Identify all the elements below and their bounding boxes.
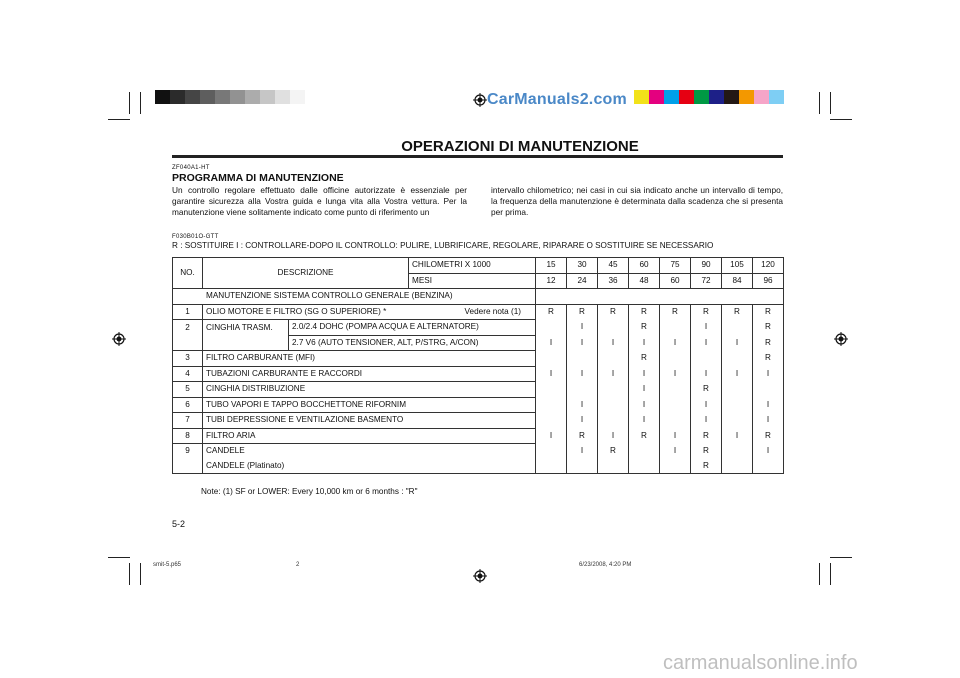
site-watermark: carmanualsonline.info (663, 652, 858, 674)
row-number: 4 (173, 366, 203, 382)
color-swatch (769, 90, 784, 104)
interval-cell (536, 382, 567, 398)
interval-cell: I (660, 444, 691, 459)
legend-code: F030B01O-GTT (172, 234, 219, 240)
row-description (203, 459, 536, 474)
interval-cell: I (567, 366, 598, 382)
crop-mark (830, 119, 852, 120)
interval-cell: R (629, 428, 660, 444)
interval-cell: I (753, 444, 784, 459)
table-row (173, 444, 784, 459)
row-description-text: TUBI DEPRESSIONE E VENTILAZIONE BASMENTO (206, 415, 404, 425)
row-description (203, 366, 536, 382)
months-value: 12 (536, 273, 567, 289)
interval-cell (598, 459, 629, 474)
row-number (173, 335, 203, 351)
row-number: 3 (173, 351, 203, 367)
interval-cell (722, 320, 753, 336)
months-value: 72 (691, 273, 722, 289)
page-title: OPERAZIONI DI MANUTENZIONE (401, 138, 639, 155)
crop-mark (830, 557, 852, 558)
footer-date: 6/23/2008, 4:20 PM (579, 562, 632, 568)
gray-swatch (230, 90, 245, 104)
row-description (203, 304, 536, 320)
interval-cell: R (567, 428, 598, 444)
gray-swatch (245, 90, 260, 104)
km-value: 15 (536, 258, 567, 274)
row-description (203, 382, 536, 398)
table-row (173, 366, 784, 382)
interval-cell: R (753, 428, 784, 444)
crop-mark (108, 119, 130, 120)
months-value: 36 (598, 273, 629, 289)
interval-cell: R (753, 335, 784, 351)
interval-cell: I (598, 335, 629, 351)
color-swatch (649, 90, 664, 104)
months-value: 48 (629, 273, 660, 289)
table-row (173, 351, 784, 367)
row-number: 1 (173, 304, 203, 320)
interval-cell: I (629, 397, 660, 413)
months-value: 24 (567, 273, 598, 289)
registration-mark-icon (473, 93, 487, 107)
legend-text: R : SOSTITUIRE I : CONTROLLARE-DOPO IL CONTROLLO: PULIRE, LUBRIFICARE, REGOLARE, RIPARARE O SOSTITUIRE SE NECESSARIO (172, 241, 714, 250)
crop-mark (129, 92, 130, 114)
row-number: 5 (173, 382, 203, 398)
row-subdescription: 2.7 V6 (AUTO TENSIONER, ALT, P/STRG, A/CON) (289, 335, 536, 351)
km-value: 75 (660, 258, 691, 274)
interval-cell (660, 397, 691, 413)
interval-cell: R (629, 351, 660, 367)
interval-cell (722, 397, 753, 413)
color-swatch (664, 90, 679, 104)
km-value: 90 (691, 258, 722, 274)
interval-cell: I (691, 335, 722, 351)
interval-cell (598, 397, 629, 413)
intro-paragraph-left: Un controllo regolare effettuato dalle officine autorizzate è essenziale per garantire sicurezza alla Vostra guida e lunga vita alla Vostra vettura. Per la manutenzione viene solitamente indicato come punto di riferimento un (172, 185, 467, 217)
row-subdescription: 2.0/2.4 DOHC (POMPA ACQUA E ALTERNATORE) (289, 320, 536, 336)
interval-cell (598, 351, 629, 367)
interval-cell: R (753, 351, 784, 367)
watermark: CarManuals2.com (487, 91, 627, 108)
interval-cell (536, 320, 567, 336)
interval-cell (536, 351, 567, 367)
row-description-text: CINGHIA DISTRIBUZIONE (206, 384, 306, 394)
interval-cell: I (691, 413, 722, 429)
row-description (203, 413, 536, 429)
color-swatch (679, 90, 694, 104)
interval-cell: I (567, 320, 598, 336)
gray-swatch (275, 90, 290, 104)
gray-swatch (260, 90, 275, 104)
interval-cell: I (629, 335, 660, 351)
row-number: 9 (173, 444, 203, 459)
color-swatch (694, 90, 709, 104)
row-description-text: CANDELE (Platinato) (206, 460, 285, 470)
crop-mark (108, 557, 130, 558)
months-value: 84 (722, 273, 753, 289)
km-value: 30 (567, 258, 598, 274)
interval-cell: R (691, 382, 722, 398)
interval-cell: R (598, 444, 629, 459)
months-label: MESI (409, 273, 536, 289)
crop-mark (830, 92, 831, 114)
section-heading: PROGRAMMA DI MANUTENZIONE (172, 172, 344, 184)
interval-cell: I (536, 366, 567, 382)
interval-cell (691, 351, 722, 367)
km-value: 120 (753, 258, 784, 274)
row-description (203, 351, 536, 367)
row-description (203, 397, 536, 413)
interval-cell (598, 413, 629, 429)
row-description-text: CANDELE (206, 446, 245, 456)
interval-cell: I (567, 335, 598, 351)
section-row-blank (536, 289, 784, 305)
color-swatch (724, 90, 739, 104)
section-row-label: MANUTENZIONE SISTEMA CONTROLLO GENERALE (BENZINA) (173, 289, 536, 305)
km-value: 60 (629, 258, 660, 274)
row-description-text: TUBAZIONI CARBURANTE E RACCORDI (206, 368, 363, 378)
row-description-text: OLIO MOTORE E FILTRO (SG O SUPERIORE) * (206, 306, 387, 316)
row-description-text: FILTRO ARIA (206, 430, 256, 440)
gray-swatch (215, 90, 230, 104)
gray-swatch (290, 90, 305, 104)
row-description (203, 335, 289, 351)
interval-cell: R (536, 304, 567, 320)
interval-cell (536, 459, 567, 474)
row-description (203, 444, 536, 459)
interval-cell (629, 459, 660, 474)
crop-mark (830, 563, 831, 585)
interval-cell (722, 459, 753, 474)
gray-swatch (185, 90, 200, 104)
interval-cell (753, 382, 784, 398)
title-rule (172, 155, 783, 158)
interval-cell: R (567, 304, 598, 320)
footnote: Note: (1) SF or LOWER: Every 10,000 km or 6 months : "R" (201, 487, 418, 496)
intro-paragraph-right: intervallo chilometrico; nei casi in cui sia indicato anche un intervallo di tempo, la frequenza della manutenzione è determinata dalla scadenza che si presenta per prima. (491, 185, 783, 217)
interval-cell: R (691, 459, 722, 474)
interval-cell (567, 351, 598, 367)
months-value: 96 (753, 273, 784, 289)
interval-cell: I (598, 428, 629, 444)
interval-cell: I (660, 366, 691, 382)
interval-cell: R (598, 304, 629, 320)
crop-mark (140, 92, 141, 114)
row-note: Vedere nota (1) (464, 306, 521, 316)
interval-cell (536, 397, 567, 413)
interval-cell: I (660, 428, 691, 444)
interval-cell (660, 351, 691, 367)
interval-cell: R (660, 304, 691, 320)
km-value: 45 (598, 258, 629, 274)
maintenance-table-body (173, 258, 784, 474)
interval-cell (722, 444, 753, 459)
interval-cell: I (753, 397, 784, 413)
interval-cell (567, 382, 598, 398)
interval-cell: I (753, 366, 784, 382)
row-description-text: TUBO VAPORI E TAPPO BOCCHETTONE RIFORNIM (206, 399, 407, 409)
interval-cell (722, 382, 753, 398)
interval-cell (660, 413, 691, 429)
footer-page: 2 (296, 562, 300, 568)
interval-cell: R (629, 320, 660, 336)
interval-cell: R (691, 428, 722, 444)
interval-cell: I (753, 413, 784, 429)
crop-mark (819, 92, 820, 114)
interval-cell (536, 444, 567, 459)
interval-cell: R (722, 304, 753, 320)
months-value: 60 (660, 273, 691, 289)
table-row (173, 335, 784, 351)
color-swatch (754, 90, 769, 104)
interval-cell: I (691, 366, 722, 382)
row-description-text: FILTRO CARBURANTE (MFI) (206, 353, 316, 363)
interval-cell: I (629, 382, 660, 398)
interval-cell (567, 459, 598, 474)
interval-cell: I (567, 444, 598, 459)
description-header: DESCRIZIONE (203, 258, 409, 289)
interval-cell: I (598, 366, 629, 382)
interval-cell: R (753, 304, 784, 320)
color-swatch (709, 90, 724, 104)
gray-swatch (155, 90, 170, 104)
row-description: CINGHIA TRASM. (203, 320, 289, 336)
interval-cell: I (567, 413, 598, 429)
interval-cell: I (536, 428, 567, 444)
maintenance-table (172, 257, 784, 474)
page-number: 5-2 (172, 519, 186, 529)
registration-mark-icon (473, 569, 487, 583)
table-row (173, 397, 784, 413)
no-header: NO. (173, 258, 203, 289)
row-description (203, 428, 536, 444)
table-row (173, 304, 784, 320)
interval-cell (536, 413, 567, 429)
interval-cell: R (629, 304, 660, 320)
interval-cell: R (691, 444, 722, 459)
interval-cell (660, 459, 691, 474)
registration-mark-icon (112, 332, 126, 346)
interval-cell: I (629, 413, 660, 429)
interval-cell: I (629, 366, 660, 382)
interval-cell: I (722, 428, 753, 444)
crop-mark (819, 563, 820, 585)
interval-cell (598, 382, 629, 398)
table-row (173, 459, 784, 474)
interval-cell: I (722, 335, 753, 351)
gray-swatch (200, 90, 215, 104)
interval-cell: R (691, 304, 722, 320)
color-swatch (634, 90, 649, 104)
km-value: 105 (722, 258, 753, 274)
table-header-row (173, 258, 784, 274)
section-code: ZF040A1-HT (172, 165, 210, 171)
row-number: 8 (173, 428, 203, 444)
row-number: 2 (173, 320, 203, 336)
crop-mark (140, 563, 141, 585)
table-row (173, 413, 784, 429)
interval-cell (598, 320, 629, 336)
interval-cell: I (536, 335, 567, 351)
row-number (173, 459, 203, 474)
registration-mark-icon (834, 332, 848, 346)
table-row (173, 320, 784, 336)
interval-cell (660, 320, 691, 336)
crop-mark (129, 563, 130, 585)
interval-cell (722, 351, 753, 367)
interval-cell (722, 413, 753, 429)
gray-calibration-bar (155, 90, 305, 104)
footer-file: smit-5.p65 (153, 562, 182, 568)
interval-cell: I (691, 320, 722, 336)
section-row (173, 289, 784, 305)
row-number: 7 (173, 413, 203, 429)
interval-cell (753, 459, 784, 474)
interval-cell: R (753, 320, 784, 336)
table-row (173, 428, 784, 444)
interval-cell: I (691, 397, 722, 413)
color-calibration-bar (634, 90, 784, 104)
color-swatch (739, 90, 754, 104)
interval-cell (629, 444, 660, 459)
km-label: CHILOMETRI X 1000 (409, 258, 536, 274)
interval-cell: I (660, 335, 691, 351)
interval-cell: I (567, 397, 598, 413)
gray-swatch (170, 90, 185, 104)
table-row (173, 382, 784, 398)
interval-cell (660, 382, 691, 398)
row-number: 6 (173, 397, 203, 413)
interval-cell: I (722, 366, 753, 382)
